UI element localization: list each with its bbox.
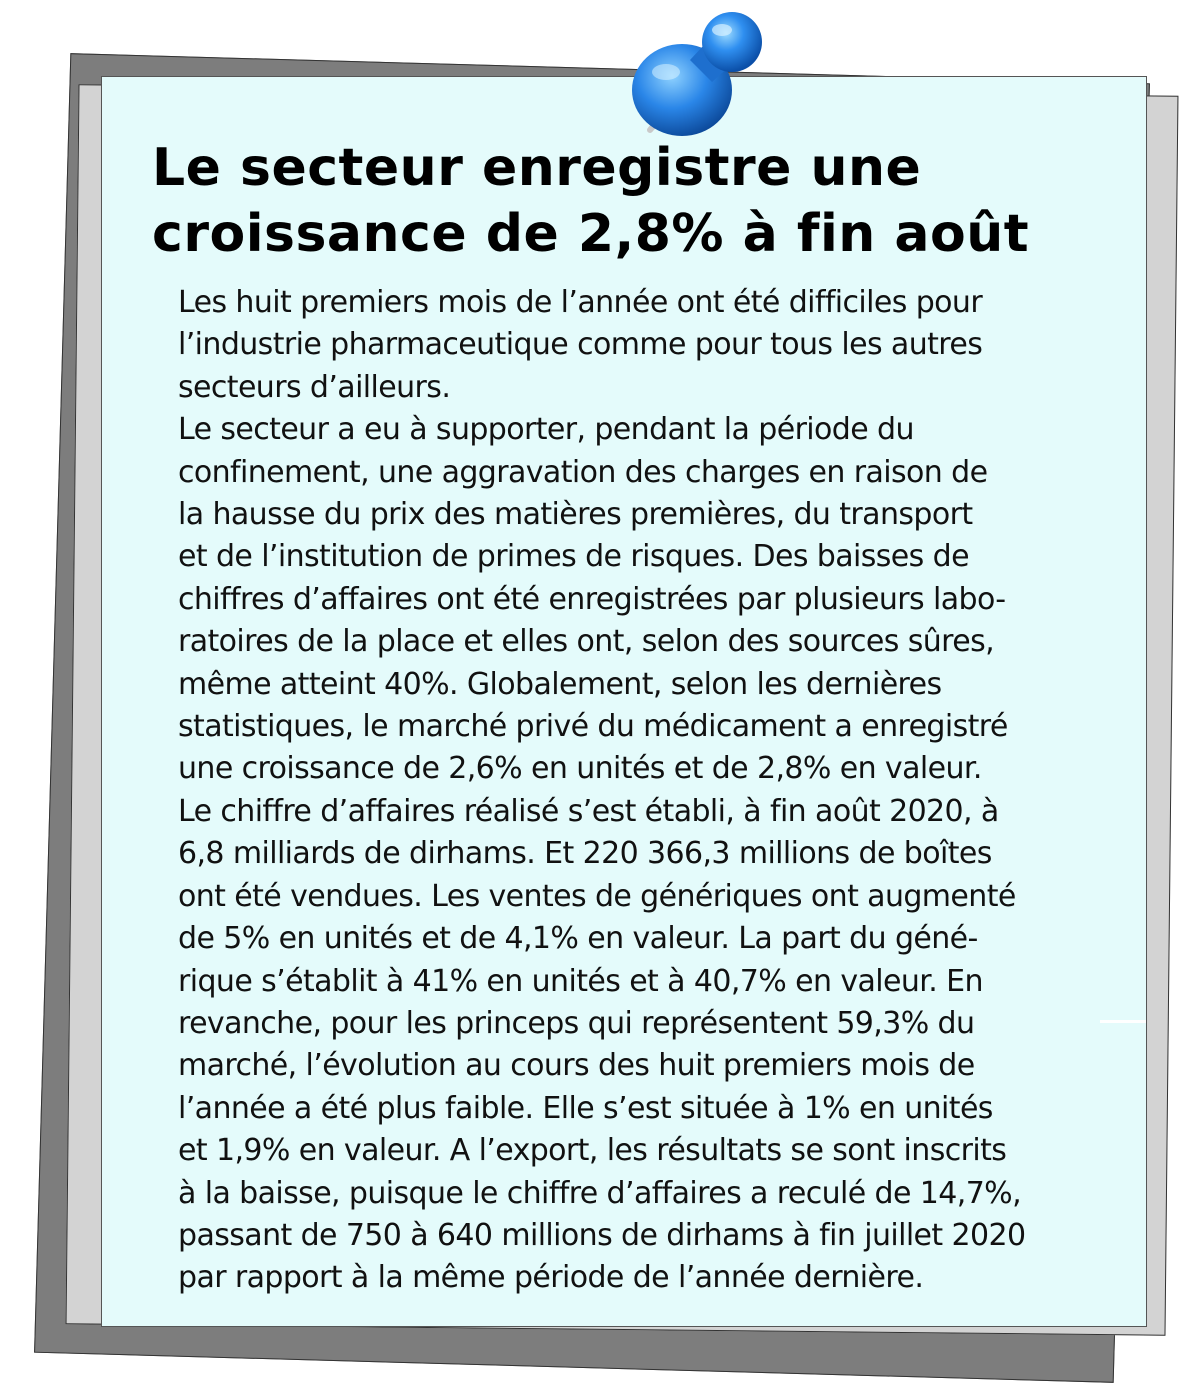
body-line: Le chiffre d’affaires réalisé s’est établi, à fin août 2020, à <box>178 793 999 829</box>
body-line: Les huit premiers mois de l’année ont été difficiles pour <box>178 285 983 320</box>
body-line: passant de 750 à 640 millions de dirhams à fin juillet 2020 <box>178 1217 1026 1253</box>
body-line: à la baisse, puisque le chiffre d’affaires a reculé de 14,7%, <box>178 1175 1022 1211</box>
body-line: et 1,9% en valeur. A l’export, les résultats se sont inscrits <box>178 1133 1007 1169</box>
body-line: statistiques, le marché privé du médicament a enregistré <box>178 709 1008 745</box>
body-line: marché, l’évolution au cours des huit premiers mois de <box>178 1048 975 1084</box>
body-line: la hausse du prix des matières premières, du transport <box>178 497 973 533</box>
title-line: croissance de 2,8% à fin août <box>152 204 1030 264</box>
article-title <box>152 135 1112 267</box>
body-line: chiffres d’affaires ont été enregistrées par plusieurs labo- <box>178 581 1006 617</box>
body-line: confinement, une aggravation des charges en raison de <box>178 454 988 490</box>
article-body <box>178 282 1128 1300</box>
body-line: revanche, pour les princeps qui représentent 59,3% du <box>178 1005 975 1041</box>
pushpin-icon <box>620 0 780 145</box>
edge-tick-mark <box>1100 1020 1146 1023</box>
body-line: l’année a été plus faible. Elle s’est située à 1% en unités <box>178 1090 993 1126</box>
body-line: même atteint 40%. Globalement, selon les dernières <box>178 666 942 702</box>
body-line: rique s’établit à 41% en unités et à 40,7% en valeur. En <box>178 963 983 999</box>
body-line: ont été vendues. Les ventes de génériques ont augmenté <box>178 878 1016 914</box>
body-line: ratoires de la place et elles ont, selon des sources sûres, <box>178 624 995 660</box>
body-line: Le secteur a eu à supporter, pendant la période du <box>178 412 914 448</box>
body-line: secteurs d’ailleurs. <box>178 369 451 405</box>
body-line: 6,8 milliards de dirhams. Et 220 366,3 millions de boîtes <box>178 836 992 872</box>
body-line: de 5% en unités et de 4,1% en valeur. La part du géné- <box>178 921 978 957</box>
body-line: par rapport à la même période de l’année dernière. <box>178 1260 924 1296</box>
body-line: l’industrie pharmaceutique comme pour tous les autres <box>178 327 983 363</box>
title-line: Le secteur enregistre une <box>152 138 922 198</box>
body-line: et de l’institution de primes de risques. Des baisses de <box>178 539 969 575</box>
body-line: une croissance de 2,6% en unités et de 2,8% en valeur. <box>178 751 982 787</box>
